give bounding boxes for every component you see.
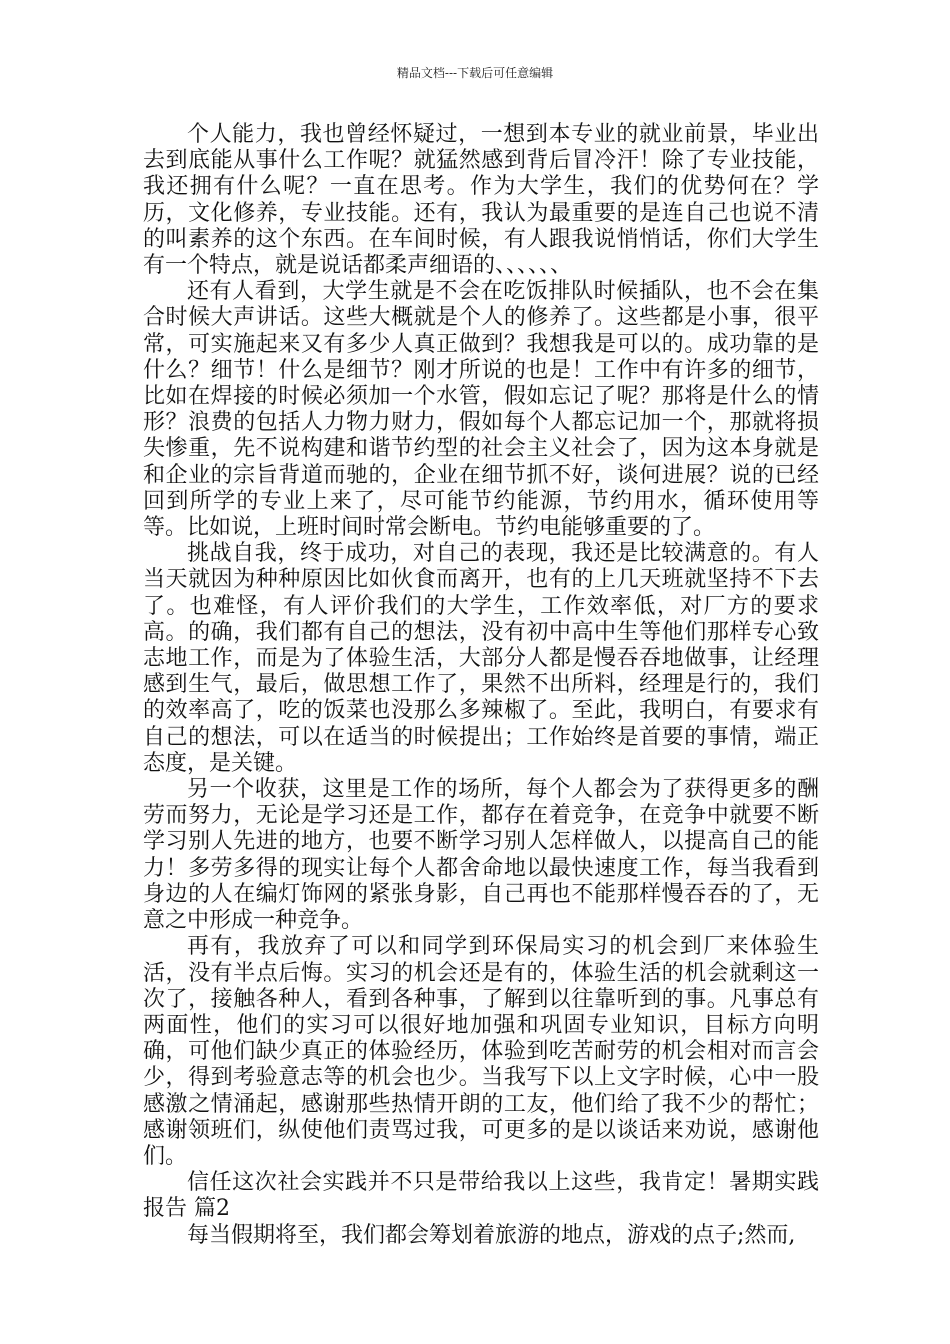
paragraph: 还有人看到，大学生就是不会在吃饭排队时候插队，也不会在集合时候大声讲话。这些大概就是个人的修养了。这些都是小事，很平常，可实施起来又有多少人真正做到？我想我是可以的。成功靠的是什么？细节！什么是细节？刚才所说的也是！工作中有许多的细节，比如在焊接的时候必须加一个水管，假如忘记了呢？那将是什么的情形？浪费的包括人力物力财力，假如每个人都忘记加一个，那就将损失惨重，先不说构建和谐节约型的社会主义社会了，因为这本身就是和企业的宗旨背道而驰的，企业在细节抓不好，谈何进展？说的已经回到所学的专业上来了，尽可能节约能源，节约用水，循环使用等等。比如说，上班时间时常会断电。节约电能够重要的了。 [143,279,819,541]
document-body [143,122,819,1249]
paragraph: 每当假期将至，我们都会筹划着旅游的地点，游戏的点子;然而, [187,1222,796,1248]
paragraph: 挑战自我，终于成功，对自己的表现，我还是比较满意的。有人当天就因为种种原因比如伙食而离开，也有的上几天班就坚持不下去了。也难怪，有人评价我们的大学生，工作效率低，对厂方的要求高。的确，我们都有自己的想法，没有初中高中生等他们那样专心致志地工作，而是为了体验生活，大部分人都是慢吞吞地做事，让经理感到生气，最后，做思想工作了，果然不出所料，经理是行的，我们的效率高了，吃的饭菜也没那么多辣椒了。至此，我明白，有要求有自己的想法，可以在适当的时候提出；工作始终是首要的事情，端正态度，是关键。 [143,541,819,776]
page-header: 精品文档---下载后可任意编辑 [396,66,554,80]
paragraph: 信任这次社会实践并不只是带给我以上这些，我肯定！暑期实践报告 篇2 [143,1170,819,1222]
paragraph: 个人能力，我也曾经怀疑过，一想到本专业的就业前景，毕业出去到底能从事什么工作呢？就猛然感到背后冒冷汗！除了专业技能，我还拥有什么呢？一直在思考。作为大学生，我们的优势何在？学历，文化修养，专业技能。还有，我认为最重要的是连自己也说不清的叫素养的这个东西。在车间时候，有人跟我说悄悄话，你们大学生有一个特点，就是说话都柔声细语的、、、、、、 [143,122,819,279]
paragraph: 再有，我放弃了可以和同学到环保局实习的机会到厂来体验生活，没有半点后悔。实习的机会还是有的，体验生活的机会就剩这一次了，接触各种人，看到各种事，了解到以往靠听到的事。凡事总有两面性，他们的实习可以很好地加强和巩固专业知识，目标方向明确，可他们缺少真正的体验经历，体验到吃苦耐劳的机会相对而言会少，得到考验意志等的机会也少。当我写下以上文字时候，心中一股感激之情涌起，感谢那些热情开朗的工友，他们给了我不少的帮忙；感谢领班们，纵使他们责骂过我，可更多的是以谈话来劝说，感谢他们。 [143,934,819,1169]
paragraph: 另一个收获，这里是工作的场所，每个人都会为了获得更多的酬劳而努力，无论是学习还是工作，都存在着竞争，在竞争中就要不断学习别人先进的地方，也要不断学习别人怎样做人，以提高自己的能力！多劳多得的现实让每个人都舍命地以最快速度工作，每当我看到身边的人在编灯饰网的紧张身影，自己再也不能那样慢吞吞的了，无意之中形成一种竞争。 [143,777,819,934]
